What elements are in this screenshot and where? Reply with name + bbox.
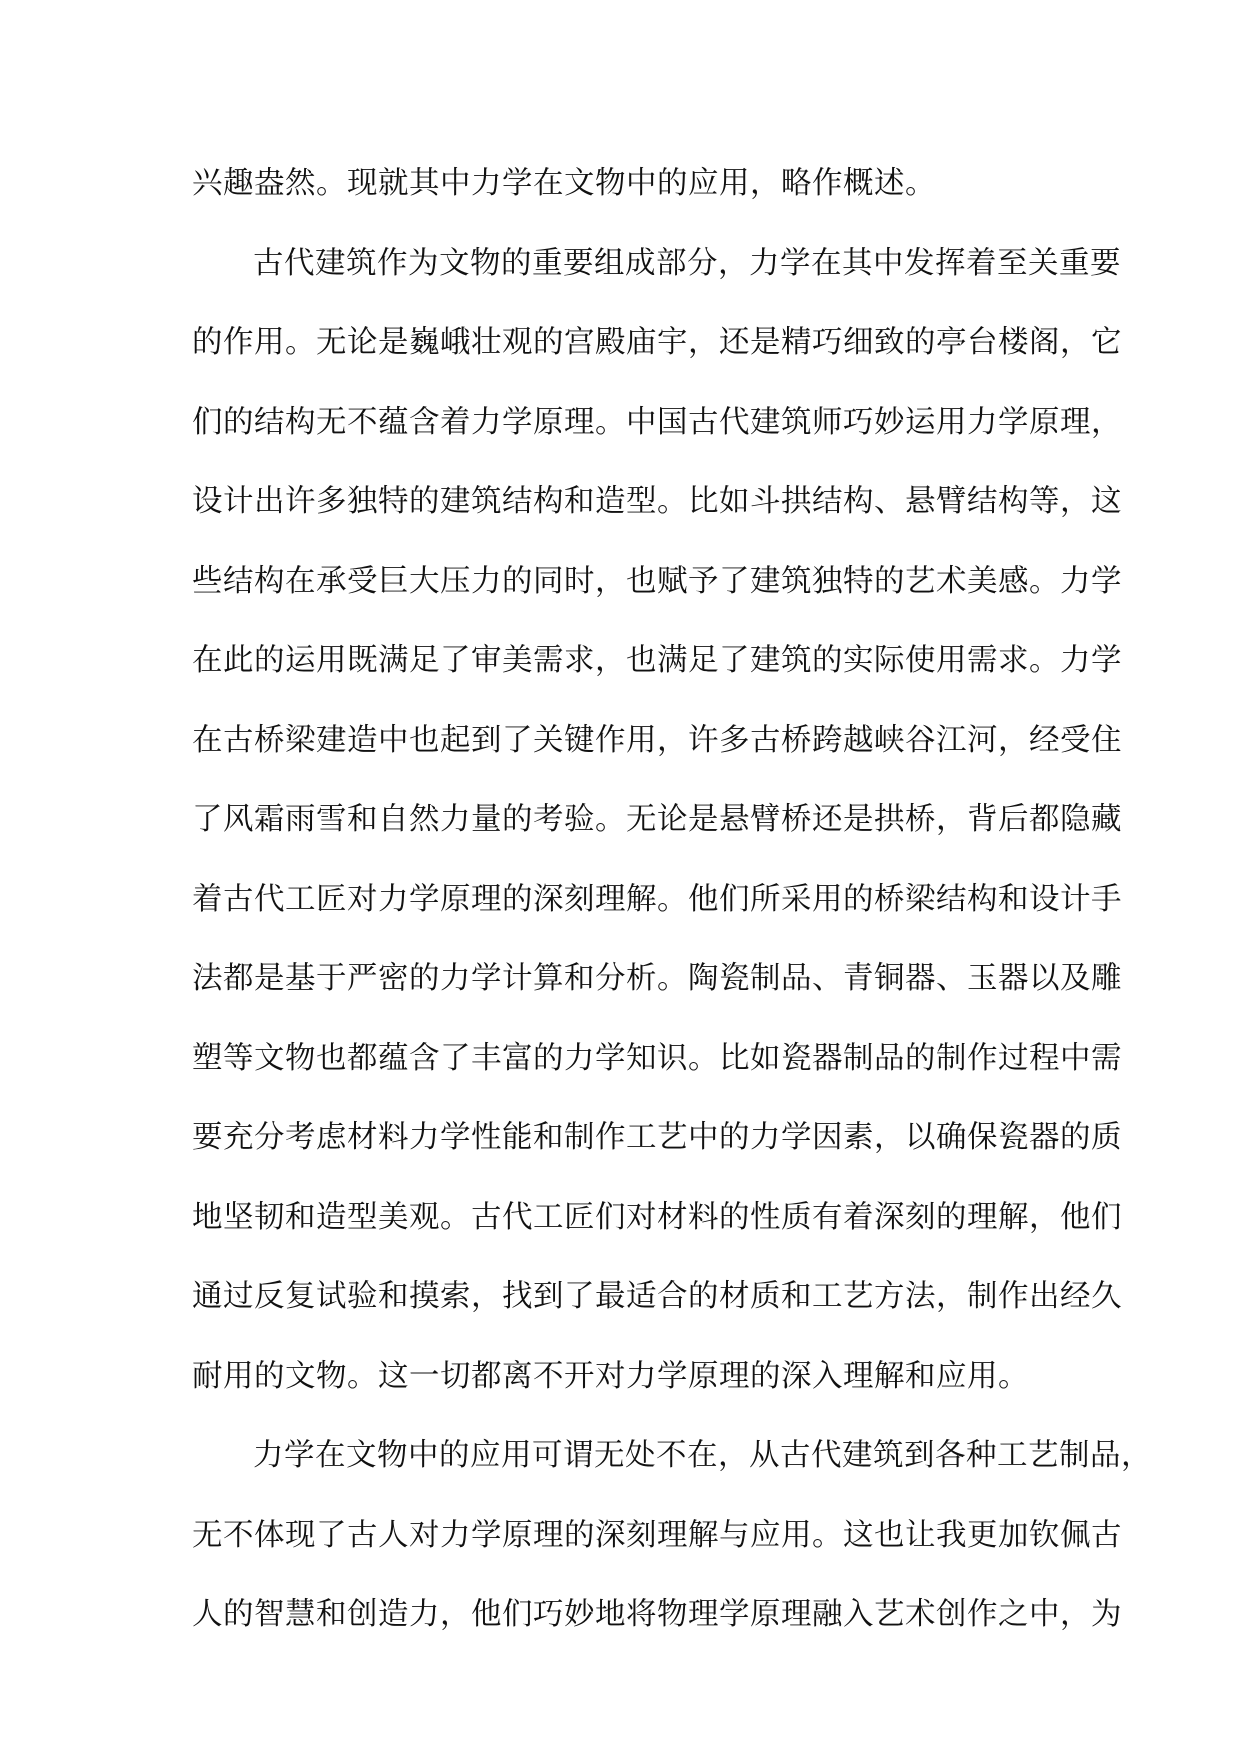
text-line: 兴趣盎然。现就其中力学在文物中的应用，略作概述。 <box>192 166 936 201</box>
text-line: 些结构在承受巨大压力的同时，也赋予了建筑独特的艺术美感。力学 <box>192 563 1122 599</box>
text-line: 地坚韧和造型美观。古代工匠们对材料的性质有着深刻的理解，他们 <box>192 1199 1122 1235</box>
text-line: 要充分考虑材料力学性能和制作工艺中的力学因素，以确保瓷器的质 <box>192 1120 1122 1155</box>
text-line: 法都是基于严密的力学计算和分析。陶瓷制品、青铜器、玉器以及雕 <box>192 961 1122 996</box>
paragraph <box>192 1416 1152 1655</box>
paragraph <box>192 144 1056 224</box>
body-text <box>192 144 1152 1655</box>
text-line: 耐用的文物。这一切都离不开对力学原理的深入理解和应用。 <box>192 1358 1029 1394</box>
text-line: 了风霜雨雪和自然力量的考验。无论是悬臂桥还是拱桥，背后都隐藏 <box>192 802 1122 837</box>
text-line: 的作用。无论是巍峨壮观的宫殿庙宇，还是精巧细致的亭台楼阁，它 <box>192 325 1122 360</box>
text-line: 人的智慧和创造力，他们巧妙地将物理学原理融入艺术创作之中，为 <box>192 1597 1122 1632</box>
text-line: 在古桥梁建造中也起到了关键作用，许多古桥跨越峡谷江河，经受住 <box>192 722 1122 758</box>
text-line: 力学在文物中的应用可谓无处不在，从古代建筑到各种工艺制品， <box>253 1438 1152 1473</box>
paragraph <box>192 224 1122 1417</box>
text-line: 古代建筑作为文物的重要组成部分，力学在其中发挥着至关重要 <box>253 245 1121 281</box>
text-line: 无不体现了古人对力学原理的深刻理解与应用。这也让我更加钦佩古 <box>192 1517 1122 1553</box>
text-line: 在此的运用既满足了审美需求，也满足了建筑的实际使用需求。力学 <box>192 643 1122 678</box>
text-line: 着古代工匠对力学原理的深刻理解。他们所采用的桥梁结构和设计手 <box>192 881 1122 917</box>
text-line: 通过反复试验和摸索，找到了最适合的材质和工艺方法，制作出经久 <box>192 1279 1122 1314</box>
text-line: 塑等文物也都蕴含了丰富的力学知识。比如瓷器制品的制作过程中需 <box>192 1040 1122 1076</box>
text-line: 们的结构无不蕴含着力学原理。中国古代建筑师巧妙运用力学原理， <box>192 404 1122 440</box>
text-line: 设计出许多独特的建筑结构和造型。比如斗拱结构、悬臂结构等，这 <box>192 484 1122 519</box>
